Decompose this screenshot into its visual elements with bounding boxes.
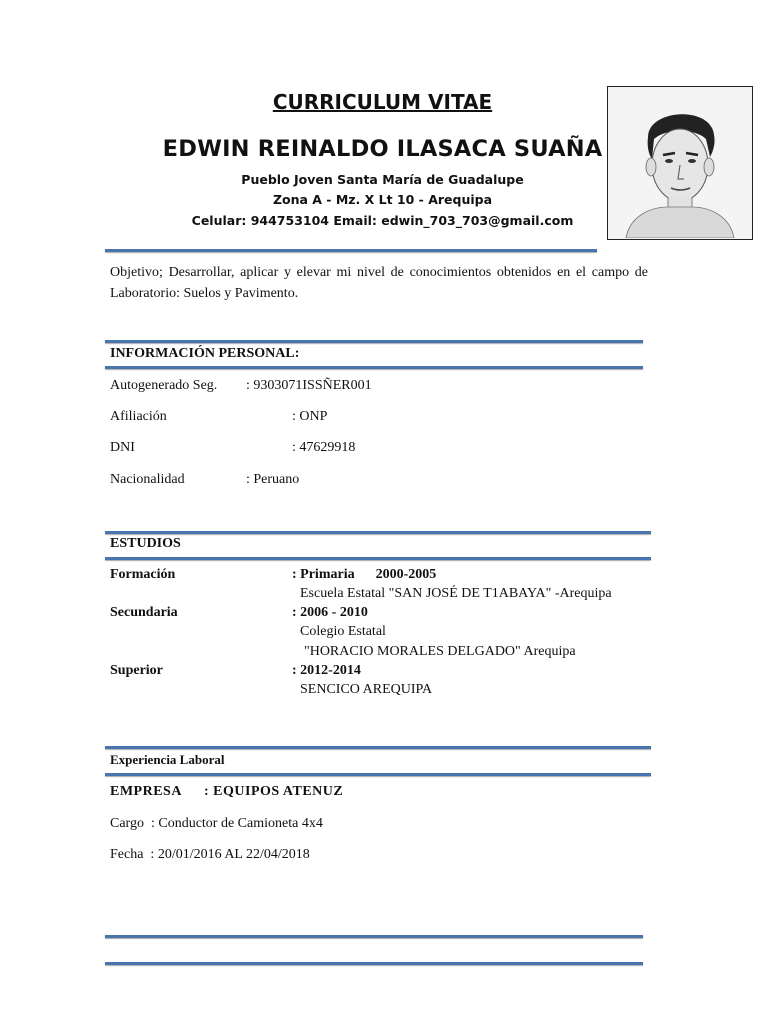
study-school-superior: SENCICO AREQUIPA: [300, 682, 433, 697]
experience-position: Cargo : Conductor de Camioneta 4x4: [110, 816, 323, 831]
divider-experience-top: [105, 746, 651, 749]
field-value-autogenerado: : 9303071ISSÑER001: [246, 378, 372, 393]
divider-personal-bottom: [105, 366, 643, 369]
study-school-secundaria-2: "HORACIO MORALES DELGADO" Arequipa: [304, 644, 576, 659]
experience-company-label: EMPRESA: [110, 784, 182, 799]
divider-personal-top: [105, 340, 643, 343]
study-label-superior: Superior: [110, 663, 163, 678]
contact-line: Celular: 944753104 Email: edwin_703_703@gmail.com: [191, 213, 574, 228]
document-title: CURRICULUM VITAE: [272, 90, 493, 114]
profile-photo: [607, 86, 753, 240]
study-value-primaria: : Primaria 2000-2005: [292, 567, 437, 582]
person-photo-icon: [608, 87, 751, 238]
divider-experience-bottom: [105, 773, 651, 776]
experience-company-value: : EQUIPOS ATENUZ: [204, 784, 344, 799]
field-label-dni: DNI: [110, 440, 135, 455]
field-value-dni: : 47629918: [292, 440, 356, 455]
section-heading-studies: ESTUDIOS: [110, 536, 181, 551]
experience-dates: Fecha : 20/01/2016 AL 22/04/2018: [110, 847, 310, 862]
study-label-formacion: Formación: [110, 567, 176, 582]
study-school-primaria: Escuela Estatal "SAN JOSÉ DE T1ABAYA" -Arequipa: [300, 586, 612, 601]
person-name: EDWIN REINALDO ILASACA SUAÑA: [162, 136, 603, 162]
section-heading-personal: INFORMACIÓN PERSONAL:: [110, 346, 300, 361]
divider-bottom-2: [105, 962, 643, 965]
study-label-secundaria: Secundaria: [110, 605, 178, 620]
divider-header: [105, 249, 597, 252]
field-label-autogenerado: Autogenerado Seg.: [110, 378, 218, 393]
study-value-secundaria: : 2006 - 2010: [292, 605, 368, 620]
divider-studies-top: [105, 531, 651, 534]
field-label-nacionalidad: Nacionalidad: [110, 472, 185, 487]
study-school-secundaria-1: Colegio Estatal: [300, 624, 386, 639]
field-value-nacionalidad: : Peruano: [246, 472, 300, 487]
divider-bottom-1: [105, 935, 643, 938]
field-value-afiliacion: : ONP: [292, 409, 328, 424]
field-label-afiliacion: Afiliación: [110, 409, 167, 424]
address-line-1: Pueblo Joven Santa María de Guadalupe: [241, 172, 524, 187]
section-heading-experience: Experiencia Laboral: [110, 752, 225, 767]
divider-studies-bottom: [105, 557, 651, 560]
objective-text: Objetivo; Desarrollar, aplicar y elevar mi nivel de conocimientos obtenidos en el campo de Laboratorio: Suelos y Pavimento.: [110, 265, 648, 301]
study-value-superior: : 2012-2014: [292, 663, 361, 678]
address-line-2: Zona A - Mz. X Lt 10 - Arequipa: [272, 192, 493, 207]
